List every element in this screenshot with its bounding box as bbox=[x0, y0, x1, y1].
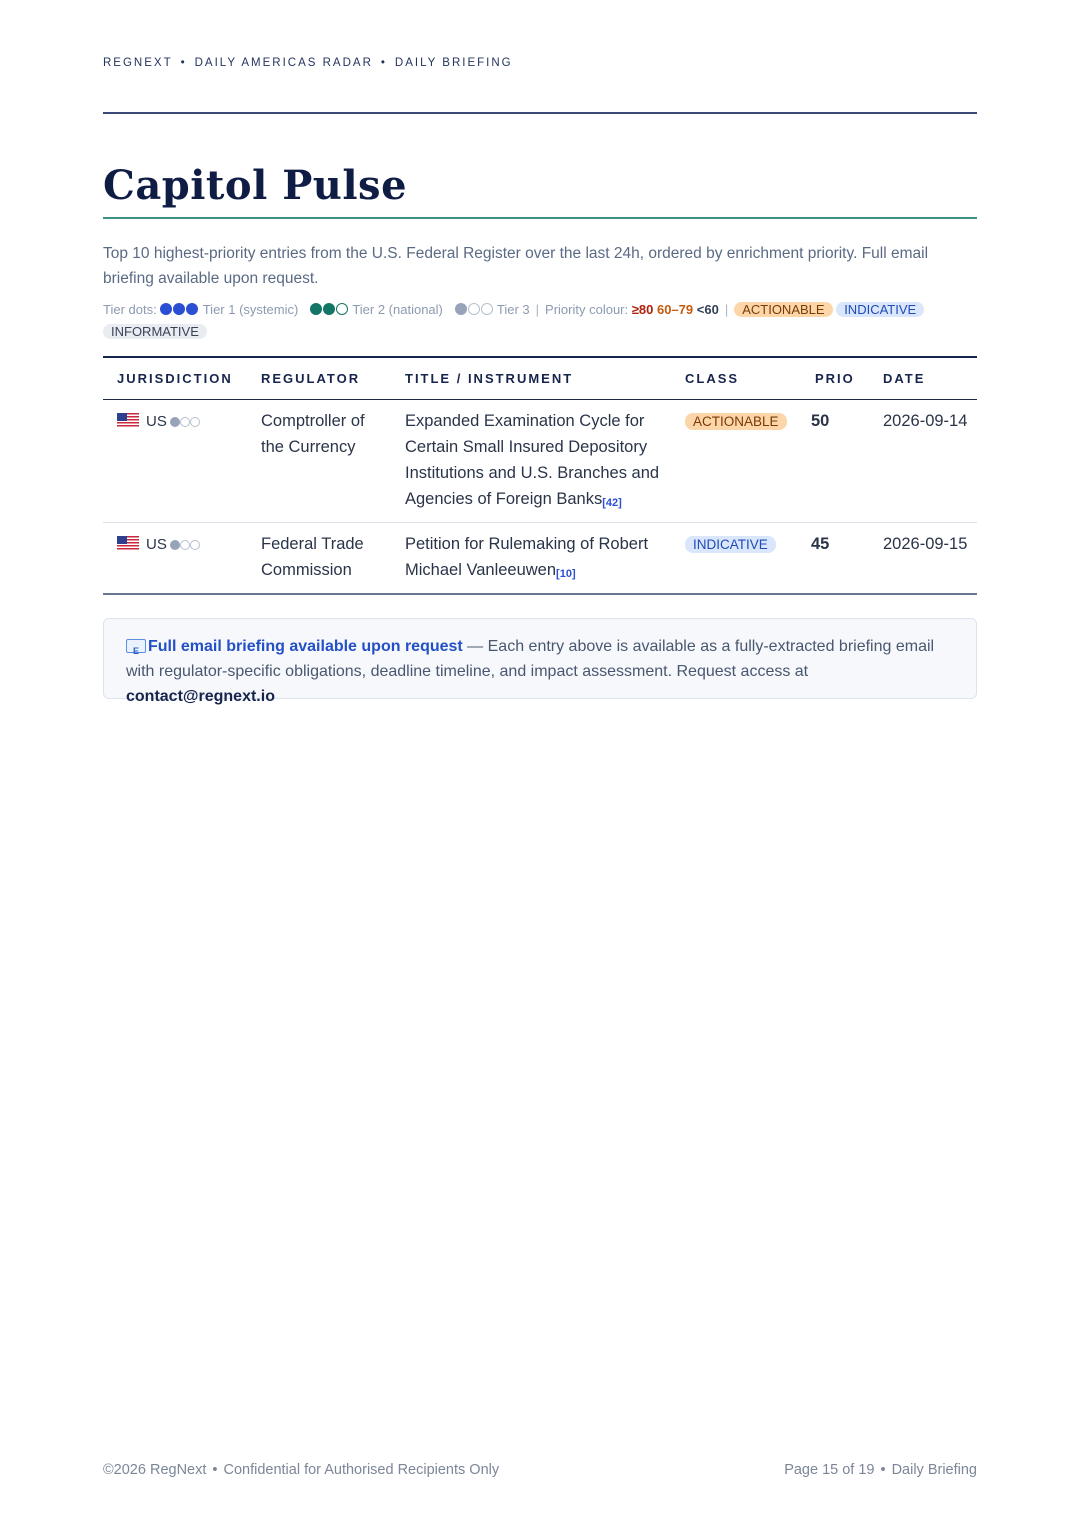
legend-tier1: Tier 1 (systemic) bbox=[202, 302, 299, 317]
email-briefing-callout bbox=[103, 618, 977, 705]
footer-confidential: Confidential for Authorised Recipients Only bbox=[223, 1462, 500, 1478]
tier3-dots-icon bbox=[170, 408, 200, 434]
footer-section: Daily Briefing bbox=[891, 1462, 977, 1478]
class-cell bbox=[671, 522, 801, 594]
column-header-class: CLASS bbox=[671, 357, 801, 399]
page bbox=[103, 0, 977, 1528]
us-flag-icon bbox=[117, 536, 139, 551]
contact-email-link[interactable]: contact@regnext.io bbox=[126, 688, 275, 705]
priority-value: 45 bbox=[811, 534, 830, 553]
legend-priority-label: Priority colour: bbox=[545, 302, 629, 317]
running-head-kind: DAILY BRIEFING bbox=[394, 57, 513, 69]
us-flag-icon bbox=[117, 413, 139, 428]
column-header-title: TITLE / INSTRUMENT bbox=[391, 357, 671, 399]
jurisdiction-cell bbox=[103, 522, 247, 594]
instrument-title: Expanded Examination Cycle for Certain Small Insured Depository Institutions and U.S. Branches and Agencies of Foreign Banks bbox=[405, 411, 660, 508]
footer-copyright: ©2026 RegNext bbox=[103, 1462, 207, 1478]
running-head: REGNEXT • DAILY AMERICAS RADAR • DAILY BRIEFING bbox=[103, 57, 513, 69]
column-header-jurisdiction: JURISDICTION bbox=[103, 357, 247, 399]
title-cell bbox=[391, 522, 671, 594]
column-header-regulator: REGULATOR bbox=[247, 357, 391, 399]
column-header-prio: PRIO bbox=[801, 357, 869, 399]
legend: Tier dots: Tier 1 (systemic) Tier 2 (national) Tier 3 | Priority colour: ≥80 60–79 <60 | ACTIONABLE INDICATIVE INFORMATIVE bbox=[103, 299, 977, 343]
jurisdiction-code: US bbox=[146, 535, 167, 553]
table-header-row bbox=[103, 357, 977, 399]
page-title: Capitol Pulse bbox=[103, 162, 408, 209]
class-badge: INDICATIVE bbox=[685, 536, 776, 553]
legend-tier3: Tier 3 bbox=[496, 302, 530, 317]
footer-page-number: Page 15 of 19 bbox=[784, 1462, 875, 1478]
legend-priority-high: ≥80 bbox=[631, 302, 654, 317]
title-cell bbox=[391, 399, 671, 522]
tier1-dots-icon bbox=[160, 302, 199, 317]
table-row bbox=[103, 399, 977, 522]
citation-link[interactable]: [42] bbox=[602, 496, 622, 509]
class-cell bbox=[671, 399, 801, 522]
date-cell: 2026-09-14 bbox=[869, 399, 977, 522]
date-cell: 2026-09-15 bbox=[883, 534, 968, 553]
legend-class-indicative: INDICATIVE bbox=[836, 302, 924, 317]
jurisdiction-cell bbox=[103, 399, 247, 522]
table-row bbox=[103, 522, 977, 594]
legend-class-actionable: ACTIONABLE bbox=[734, 302, 832, 317]
footer-right: Page 15 of 19 • Daily Briefing bbox=[784, 1462, 977, 1478]
tier3-dots-icon bbox=[170, 531, 200, 557]
column-header-date: DATE bbox=[869, 357, 977, 399]
class-badge: ACTIONABLE bbox=[685, 413, 787, 430]
header-divider bbox=[103, 112, 977, 114]
citation-link[interactable]: [10] bbox=[556, 567, 576, 580]
instrument-title: Petition for Rulemaking of Robert Michael Vanleeuwen bbox=[405, 534, 649, 579]
jurisdiction-code: US bbox=[146, 412, 167, 430]
priority-table bbox=[103, 356, 977, 595]
tier3-dots-icon bbox=[455, 302, 494, 317]
regulator-cell: Federal Trade Commission bbox=[261, 534, 364, 579]
legend-priority-mid: 60–79 bbox=[656, 302, 694, 317]
footer-left: ©2026 RegNext • Confidential for Authorised Recipients Only bbox=[103, 1462, 500, 1478]
callout-body: — Each entry above is available as a fully-extracted briefing email with regulator-specific obligations, deadline timeline, and impact assessment. Request access at bbox=[126, 638, 935, 680]
legend-tier-label: Tier dots: bbox=[103, 302, 157, 317]
tier2-dots-icon bbox=[310, 302, 349, 317]
intro-text: Top 10 highest-priority entries from the U.S. Federal Register over the last 24h, ordered by enrichment priority. Full email briefing available upon request. bbox=[103, 245, 929, 287]
title-divider bbox=[103, 217, 977, 219]
legend-priority-low: <60 bbox=[696, 302, 719, 317]
callout-lead: Full email briefing available upon request bbox=[148, 638, 463, 655]
priority-value: 50 bbox=[801, 399, 869, 522]
regulator-cell: Comptroller of the Currency bbox=[247, 399, 391, 522]
running-head-edition: DAILY AMERICAS RADAR bbox=[194, 57, 373, 69]
legend-tier2: Tier 2 (national) bbox=[352, 302, 443, 317]
email-icon bbox=[126, 639, 146, 653]
legend-class-informative: INFORMATIVE bbox=[103, 324, 207, 339]
running-head-brand: REGNEXT bbox=[103, 57, 173, 69]
